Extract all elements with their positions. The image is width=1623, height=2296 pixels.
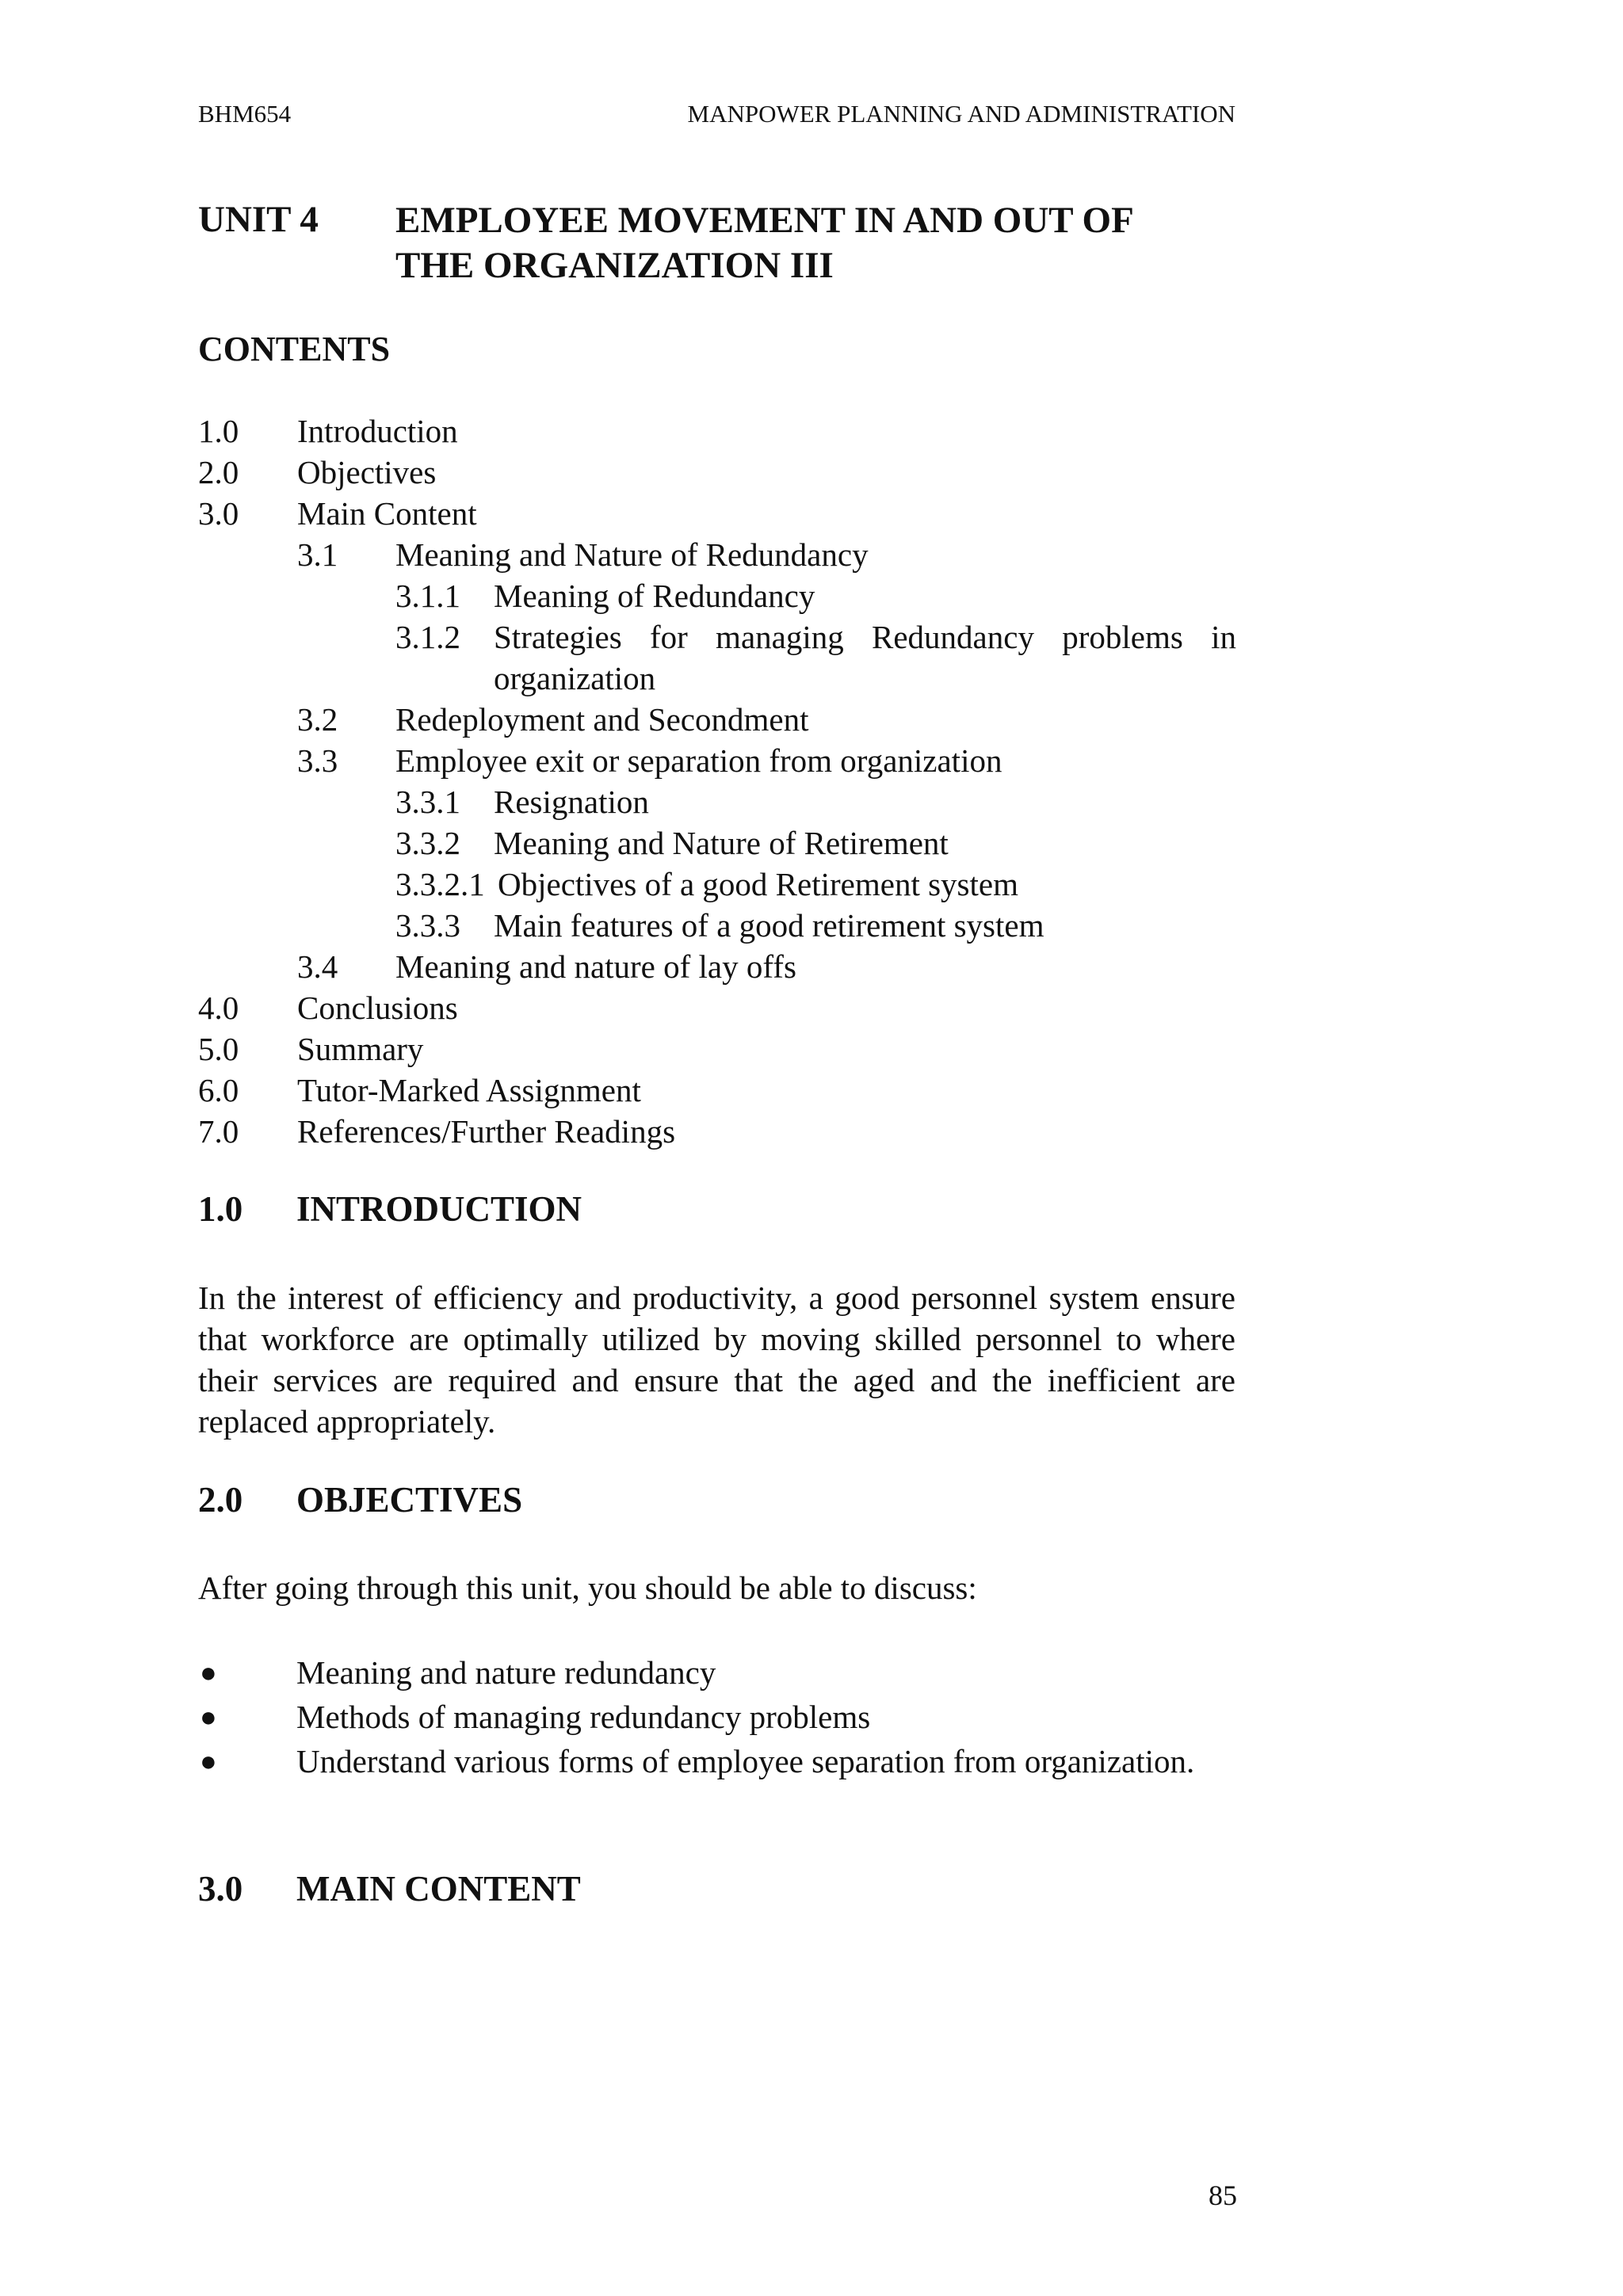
list-item-text: Methods of managing redundancy problems bbox=[296, 1699, 871, 1735]
toc-label: Summary bbox=[297, 1031, 424, 1067]
toc-number: 3.3.1 bbox=[395, 784, 460, 820]
contents-heading: CONTENTS bbox=[198, 330, 391, 368]
unit-title-line-1: EMPLOYEE MOVEMENT IN AND OUT OF bbox=[395, 200, 1134, 241]
toc-label: Meaning of Redundancy bbox=[494, 578, 815, 614]
toc-label: Employee exit or separation from organization bbox=[395, 742, 1002, 779]
toc-number: 1.0 bbox=[198, 413, 239, 449]
toc-item bbox=[198, 781, 1235, 822]
main-content-heading: MAIN CONTENT bbox=[296, 1869, 581, 1909]
toc-number: 3.3.2 bbox=[395, 825, 460, 861]
objectives-list bbox=[198, 1652, 1235, 1785]
list-item bbox=[198, 1741, 1235, 1782]
bullet-icon: ● bbox=[200, 1657, 217, 1688]
toc-number: 3.1.2 bbox=[395, 619, 460, 655]
toc-label: Tutor-Marked Assignment bbox=[297, 1072, 641, 1108]
bullet-icon: ● bbox=[200, 1745, 217, 1777]
page-number: 85 bbox=[1209, 2180, 1237, 2211]
toc-label: Main features of a good retirement system bbox=[494, 907, 1044, 944]
toc-item bbox=[198, 699, 1235, 740]
toc-item bbox=[198, 1111, 1235, 1152]
toc-item bbox=[198, 987, 1235, 1028]
toc-item bbox=[198, 822, 1235, 864]
toc-label: Introduction bbox=[297, 413, 458, 449]
toc-label: Resignation bbox=[494, 784, 649, 820]
toc-number: 4.0 bbox=[198, 990, 239, 1026]
toc-item bbox=[198, 946, 1235, 987]
toc-number: 5.0 bbox=[198, 1031, 239, 1067]
toc-item-continuation bbox=[198, 658, 1235, 699]
toc-item bbox=[198, 1070, 1235, 1111]
objectives-lead: After going through this unit, you should be able to discuss: bbox=[198, 1569, 977, 1606]
toc-label: Redeployment and Secondment bbox=[395, 701, 809, 738]
toc-number: 3.4 bbox=[297, 948, 338, 985]
toc-item bbox=[198, 905, 1235, 946]
toc-item bbox=[198, 740, 1235, 781]
toc-label: Meaning and nature of lay offs bbox=[395, 948, 796, 985]
list-item-text: Understand various forms of employee separation from organization. bbox=[296, 1743, 1195, 1779]
toc-number: 2.0 bbox=[198, 454, 239, 490]
introduction-paragraph: In the interest of efficiency and productivity, a good personnel system ensure that workforce are optimally utilized by moving skilled personnel to where their services are required and ensure that the aged and the inefficient are replaced appropriately. bbox=[198, 1280, 1235, 1440]
toc-number: 3.1.1 bbox=[395, 578, 460, 614]
toc-label: Meaning and Nature of Retirement bbox=[494, 825, 949, 861]
toc-number: 7.0 bbox=[198, 1113, 239, 1150]
list-item bbox=[198, 1696, 1235, 1737]
list-item bbox=[198, 1652, 1235, 1693]
list-item-text: Meaning and nature redundancy bbox=[296, 1654, 716, 1691]
toc-label: Strategies for managing Redundancy problems in bbox=[494, 619, 1236, 655]
toc-item bbox=[198, 493, 1235, 534]
toc-label: Objectives bbox=[297, 454, 437, 490]
toc-number: 3.0 bbox=[198, 495, 239, 532]
toc-label: References/Further Readings bbox=[297, 1113, 676, 1150]
toc-label: Main Content bbox=[297, 495, 477, 532]
toc-item bbox=[198, 616, 1235, 658]
toc-number: 3.3.2.1 bbox=[395, 866, 485, 902]
objectives-number: 2.0 bbox=[198, 1480, 243, 1520]
toc-number: 3.3 bbox=[297, 742, 338, 779]
toc-item bbox=[198, 575, 1235, 616]
course-title: MANPOWER PLANNING AND ADMINISTRATION bbox=[687, 100, 1235, 128]
toc-label: Meaning and Nature of Redundancy bbox=[395, 536, 869, 573]
toc-number: 3.1 bbox=[297, 536, 338, 573]
toc-item bbox=[198, 410, 1235, 452]
toc-label: Objectives of a good Retirement system bbox=[498, 866, 1018, 902]
toc-item bbox=[198, 452, 1235, 493]
toc-item bbox=[198, 534, 1235, 575]
course-code: BHM654 bbox=[198, 100, 292, 128]
table-of-contents bbox=[198, 410, 1235, 1152]
toc-label-continuation: organization bbox=[494, 660, 656, 696]
objectives-heading: OBJECTIVES bbox=[296, 1480, 523, 1520]
toc-item bbox=[198, 1028, 1235, 1070]
introduction-heading: INTRODUCTION bbox=[296, 1189, 582, 1229]
unit-title-line-2: THE ORGANIZATION III bbox=[395, 245, 834, 286]
unit-number: UNIT 4 bbox=[198, 199, 319, 240]
toc-item bbox=[198, 864, 1235, 905]
main-content-number: 3.0 bbox=[198, 1869, 243, 1909]
toc-number: 6.0 bbox=[198, 1072, 239, 1108]
unit-title bbox=[395, 198, 1267, 288]
bullet-icon: ● bbox=[200, 1701, 217, 1733]
toc-label: Conclusions bbox=[297, 990, 458, 1026]
toc-number: 3.2 bbox=[297, 701, 338, 738]
introduction-number: 1.0 bbox=[198, 1189, 243, 1229]
toc-number: 3.3.3 bbox=[395, 907, 460, 944]
